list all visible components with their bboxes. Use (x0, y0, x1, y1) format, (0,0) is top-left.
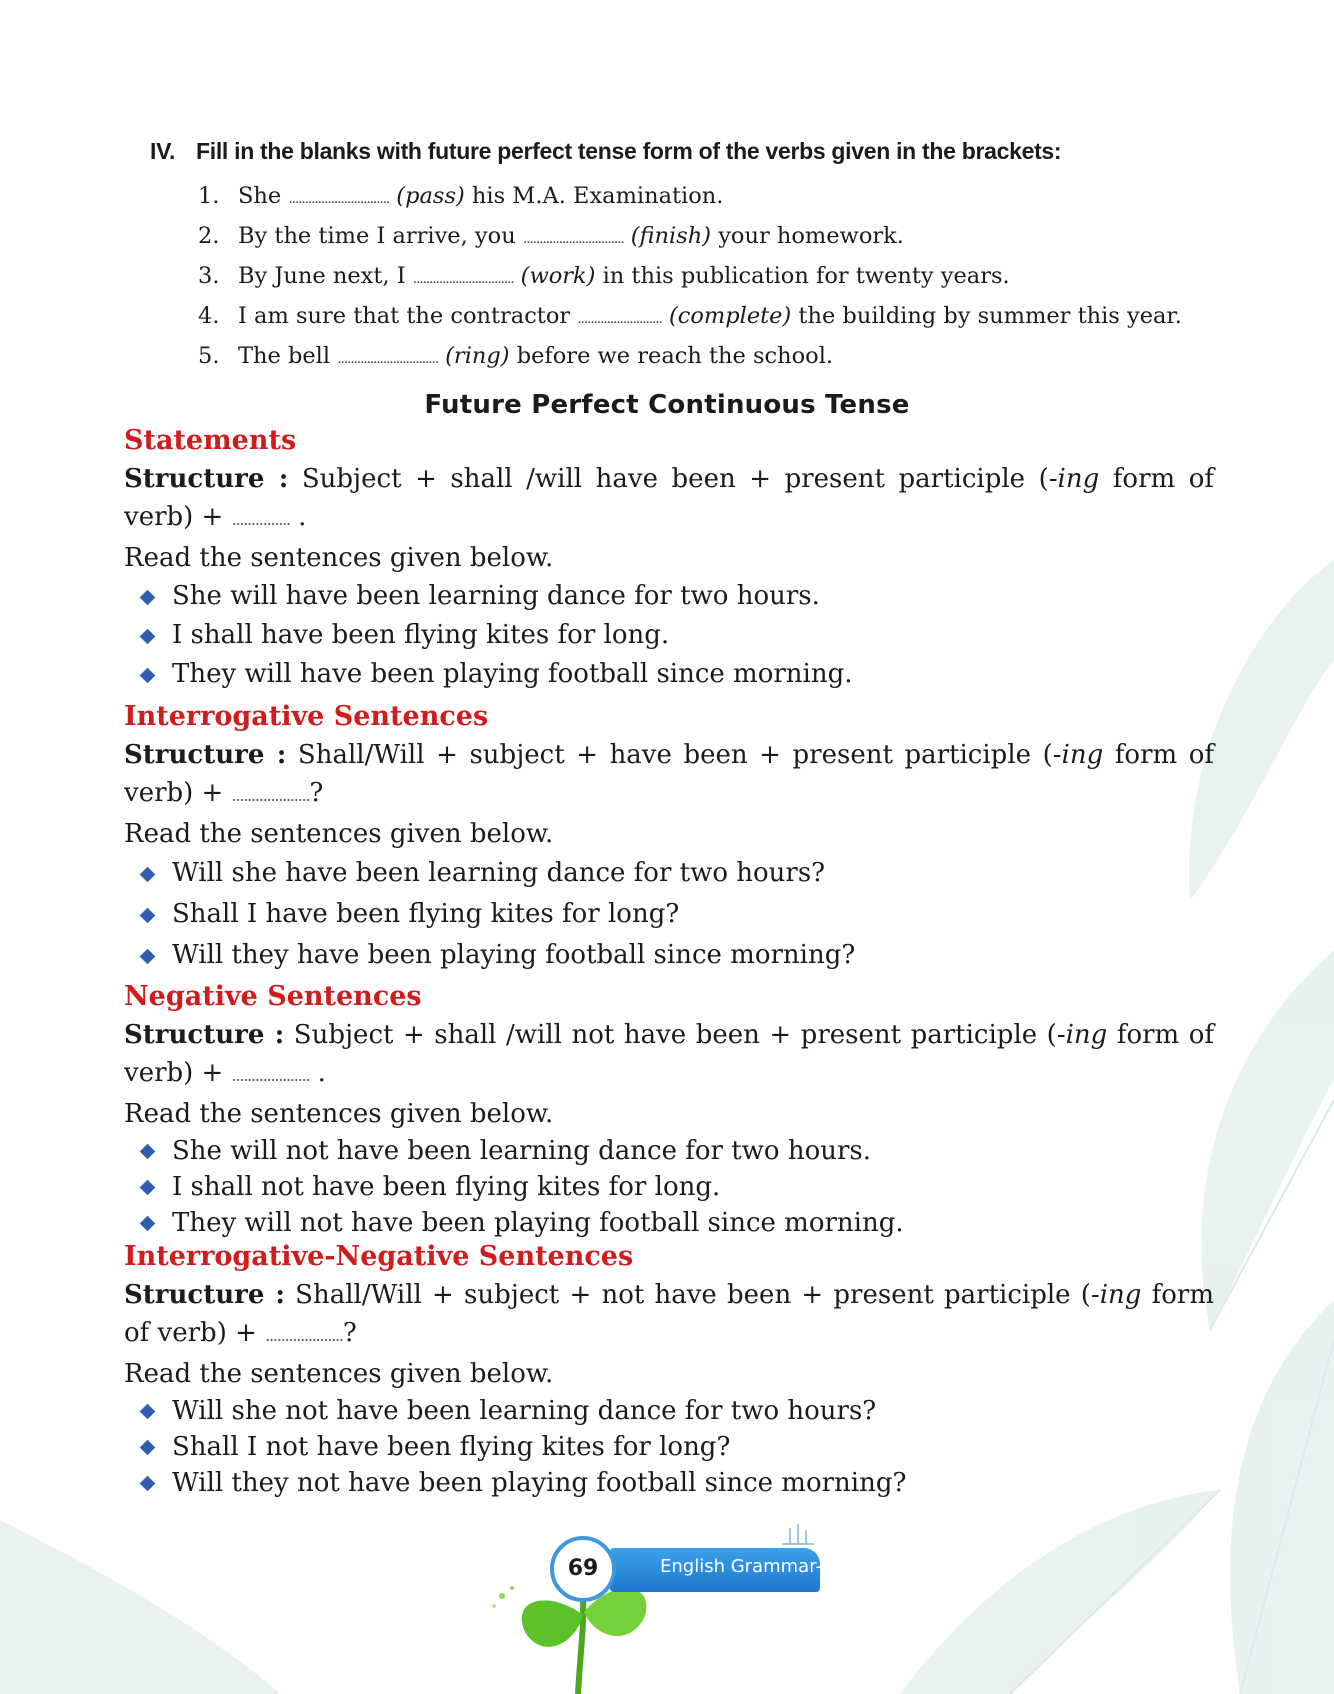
example-sentence: I shall have been flying kites for long. (172, 620, 670, 650)
item-text: I am sure that the contractor (238, 303, 578, 329)
exercise-list (198, 176, 1278, 376)
exercise-number: IV. (150, 138, 176, 164)
structure-text: form of verb) + (124, 1280, 1214, 1348)
list-item (172, 1465, 1214, 1501)
item-text: before we reach the school. (509, 343, 834, 369)
read-instruction: Read the sentences given below. (124, 819, 554, 849)
diamond-bullet-icon (140, 1144, 156, 1160)
statements-section (124, 424, 1214, 694)
blank-line: .......................... (577, 311, 662, 327)
item-number: 3. (198, 263, 220, 289)
exercise-item (198, 176, 1278, 216)
diamond-bullet-icon (140, 628, 156, 644)
example-sentence: I shall not have been flying kites for long. (172, 1172, 721, 1202)
list-item (172, 1133, 1214, 1169)
exercise-item (198, 256, 1278, 296)
negative-section (124, 980, 1214, 1241)
verb-hint: (work) (520, 263, 596, 289)
list-item (172, 577, 1214, 616)
structure-text: form of verb) + (124, 1020, 1214, 1088)
item-text: his M.A. Examination. (464, 183, 724, 209)
exercise-instruction: Fill in the blanks with future perfect tense form of the verbs given in the brackets: (196, 138, 1062, 164)
interrogative-negative-section (124, 1240, 1214, 1501)
blank-line: .................... (231, 1066, 310, 1085)
structure-ing: -ing (1052, 740, 1104, 770)
blank-line: .................... (265, 1326, 343, 1345)
example-sentence: She will have been learning dance for two hours. (172, 581, 820, 611)
item-text: the building by summer this year. (791, 303, 1182, 329)
exercise-heading (150, 138, 1270, 165)
list-item (172, 655, 1214, 694)
section-heading: Interrogative-Negative Sentences (124, 1241, 634, 1272)
tense-title: Future Perfect Continuous Tense (424, 390, 910, 420)
read-instruction: Read the sentences given below. (124, 1359, 554, 1389)
diamond-bullet-icon (140, 907, 156, 923)
example-sentence: They will not have been playing football since morning. (172, 1208, 904, 1238)
example-sentence: Will she have been learning dance for two hours? (172, 858, 826, 888)
structure-text: Shall/Will + subject + have been + present participle ( (286, 740, 1053, 770)
structure-end: . (309, 1058, 326, 1088)
item-text: your homework. (711, 223, 904, 249)
structure-ing: -ing (1048, 464, 1100, 494)
diamond-bullet-icon (140, 1440, 156, 1456)
structure-label: Structure : (124, 1020, 285, 1050)
diamond-bullet-icon (140, 1180, 156, 1196)
list-item (172, 894, 1214, 935)
section-heading: Interrogative Sentences (124, 701, 489, 732)
structure-text: Subject + shall /will not have been + present participle ( (284, 1020, 1057, 1050)
structure-end: ? (342, 1318, 357, 1348)
blank-line: ............................... (288, 191, 390, 207)
example-list (124, 853, 1214, 976)
section-heading: Statements (124, 425, 297, 456)
structure-line (124, 1016, 1214, 1095)
item-text: The bell (238, 343, 338, 369)
page-footer (480, 1520, 850, 1694)
blank-line: ............................... (337, 351, 438, 367)
blank-line: ............................... (522, 231, 624, 247)
structure-line (124, 736, 1214, 815)
item-number: 4. (198, 303, 220, 329)
diamond-bullet-icon (140, 667, 156, 683)
example-list (124, 1133, 1214, 1241)
list-item (172, 1205, 1214, 1241)
list-item (172, 1169, 1214, 1205)
list-item (172, 616, 1214, 655)
read-instruction: Read the sentences given below. (124, 1099, 554, 1129)
blank-line: ............... (231, 510, 290, 529)
verb-hint: (ring) (445, 343, 510, 369)
item-text: in this publication for twenty years. (595, 263, 1010, 289)
item-text: By the time I arrive, you (238, 223, 523, 249)
structure-end: ? (309, 778, 324, 808)
exercise-item (198, 216, 1278, 256)
structure-text: form of verb) + (124, 740, 1214, 808)
structure-text: Subject + shall /will have been + present participle ( (288, 464, 1049, 494)
structure-text: form of verb) + (124, 464, 1214, 532)
list-item (172, 853, 1214, 894)
exercise-item (198, 296, 1278, 336)
structure-end: . (289, 502, 307, 532)
example-sentence: Shall I not have been flying kites for long? (172, 1432, 731, 1462)
example-sentence: They will have been playing football since morning. (172, 659, 853, 689)
verb-hint: (complete) (668, 303, 792, 329)
section-heading: Negative Sentences (124, 981, 422, 1012)
list-item (172, 1429, 1214, 1465)
list-item (172, 935, 1214, 976)
example-sentence: Shall I have been flying kites for long? (172, 899, 680, 929)
example-list (124, 577, 1214, 694)
item-text: She (238, 183, 289, 209)
page-number: 69 (567, 1556, 599, 1581)
diamond-bullet-icon (140, 1476, 156, 1492)
structure-label: Structure : (124, 740, 287, 770)
example-sentence: Will they not have been playing football since morning? (172, 1468, 907, 1498)
structure-ing: -ing (1090, 1280, 1142, 1310)
blank-line: .................... (231, 786, 310, 805)
verb-hint: (pass) (396, 183, 465, 209)
blank-line: ............................... (412, 271, 514, 287)
structure-ing: -ing (1056, 1020, 1108, 1050)
structure-label: Structure : (124, 464, 289, 494)
list-item (172, 1393, 1214, 1429)
structure-line (124, 1276, 1214, 1355)
book-name: English Grammar-8 (660, 1556, 834, 1577)
structure-text: Shall/Will + subject + not have been + present participle ( (284, 1280, 1091, 1310)
example-sentence: Will she not have been learning dance for two hours? (172, 1396, 877, 1426)
diamond-bullet-icon (140, 589, 156, 605)
structure-label: Structure : (124, 1280, 285, 1310)
diamond-bullet-icon (140, 1216, 156, 1232)
exercise-item (198, 336, 1278, 376)
item-number: 2. (198, 223, 220, 249)
item-number: 1. (198, 183, 220, 209)
item-text: By June next, I (238, 263, 413, 289)
sprout-icon (480, 1520, 850, 1694)
example-sentence: Will they have been playing football since morning? (172, 940, 856, 970)
verb-hint: (finish) (630, 223, 712, 249)
read-instruction: Read the sentences given below. (124, 543, 554, 573)
diamond-bullet-icon (140, 866, 156, 882)
diamond-bullet-icon (140, 1404, 156, 1420)
item-number: 5. (198, 343, 220, 369)
interrogative-section (124, 700, 1214, 976)
example-sentence: She will not have been learning dance for two hours. (172, 1136, 872, 1166)
diamond-bullet-icon (140, 948, 156, 964)
example-list (124, 1393, 1214, 1501)
structure-line (124, 460, 1214, 539)
